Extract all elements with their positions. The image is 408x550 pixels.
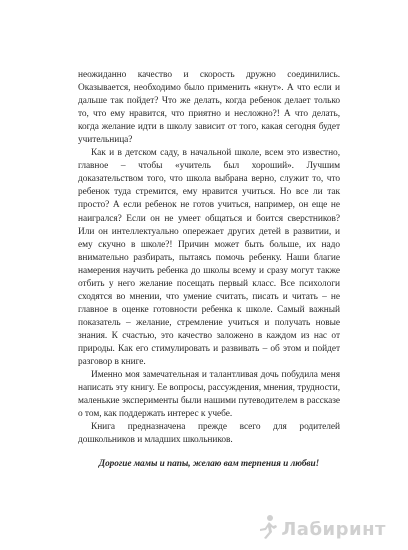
body-text <box>78 69 340 471</box>
paragraph-4: Книга предназначена прежде всего для родителей дошкольников и младших школьников. <box>78 422 340 446</box>
watermark-text: Лабиринт <box>281 519 386 540</box>
closing-line: Дорогие мамы и папы, желаю вам терпения и любви! <box>98 459 320 470</box>
runner-icon <box>257 514 279 540</box>
paragraph-1: неожиданно качество и скорость дружно соединились. Оказывается, необходимо было применить «кнут». А что если и дальше так пойдет? Что же делать, когда ребенок делает только то, что ему нравится, что приятно и несложно?! А что делать, когда желание идти в школу зависит от того, какая сегодня будет учительница? <box>78 70 340 146</box>
watermark <box>257 514 386 540</box>
paragraph-3: Именно моя замечательная и талантливая дочь побудила меня написать эту книгу. Ее вопросы, рассуждения, мнения, трудности, маленькие эксперименты были нашими путеводителем в рассказе о том, как поддержать интерес к учебе. <box>78 370 340 420</box>
paragraph-2: Как и в детском саду, в начальной школе, всем это известно, главное – чтобы «учитель был хороший». Лучшим доказательством того, что школа выбрана верно, служит то, что ребенок туда стремится, ему нравится учиться. Но все ли так просто? А если ребенок не готов учиться, например, он еще не наигрался? Если он не умеет общаться и боится сверстников? Или он интеллектуально опережает других детей в развитии, и ему скучно в школе?! Причин может быть больше, их надо внимательно разбирать, пытаясь помочь ребенку. Наши благие намерения научить ребенка до школы всему и сразу могут также отбить у него желание посещать первый класс. Все психологи сходятся во мнении, что умение считать, писать и читать – не главное в оценке готовности ребенка к школе. Самый важный показатель – желание, стремление учиться и получать новые знания. К счастью, это качество заложено в каждом из нас от природы. Как его стимулировать и развивать – об этом и пойдет разговор в книге. <box>78 148 340 368</box>
